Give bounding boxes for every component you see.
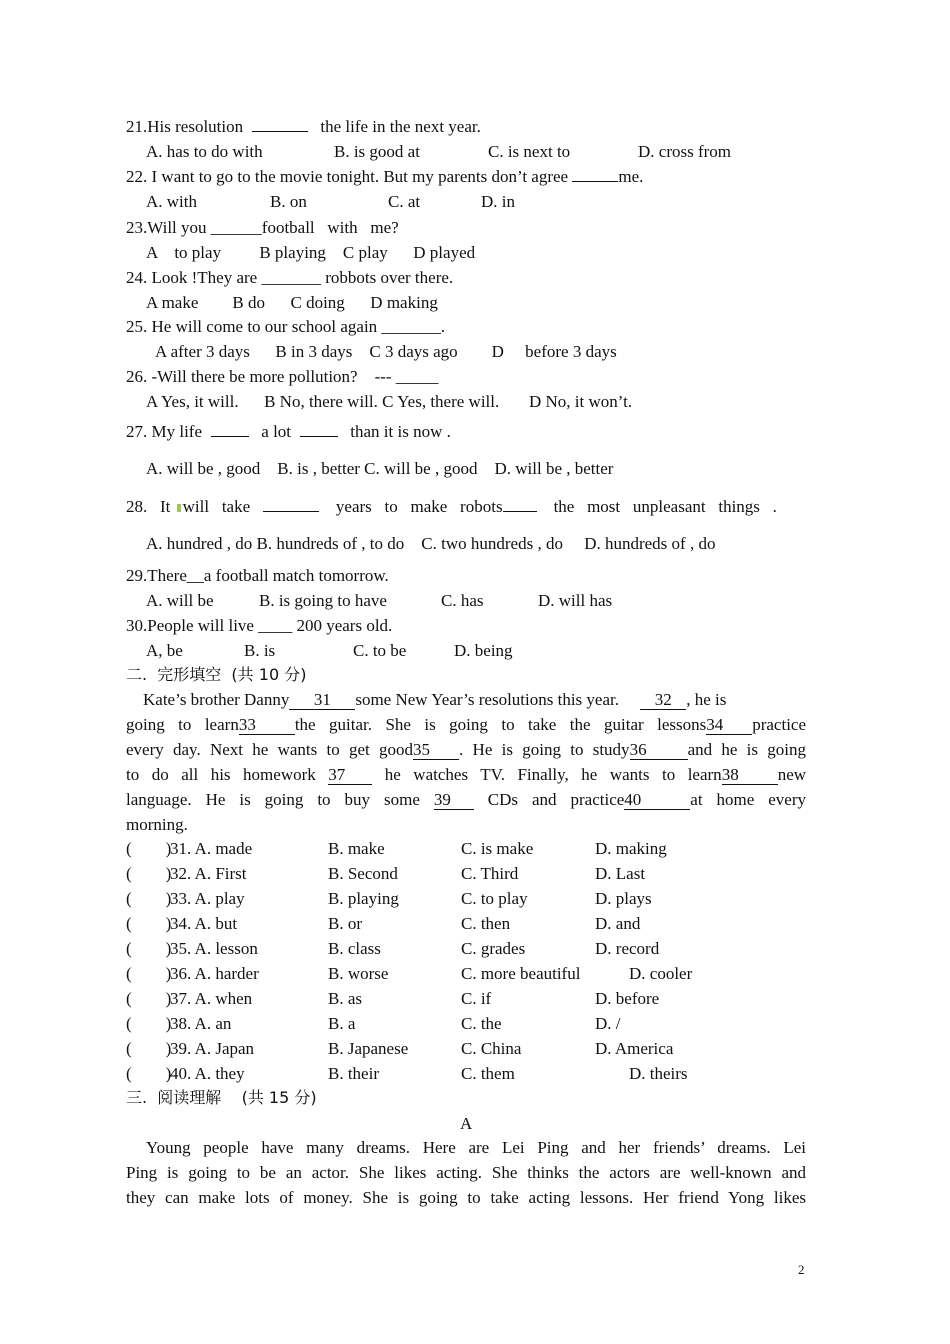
q27-text-mid: a lot bbox=[261, 422, 292, 441]
cloze-option-num: 35. A. lesson bbox=[170, 939, 258, 958]
q28-text-end: the most unpleasant things . bbox=[553, 497, 777, 516]
cloze-option-num: 38. A. an bbox=[170, 1014, 232, 1033]
cloze-option-answer-slot[interactable]: ( ) bbox=[126, 864, 172, 883]
q21-stem bbox=[126, 117, 481, 137]
passage-line-3: they can make lots of money. She is going to take acting lessons. Her friend Yong likes bbox=[126, 1188, 806, 1207]
q22-text: 22. I want to go to the movie tonight. But my parents don’t agree bbox=[126, 167, 569, 186]
cloze-option-answer-slot[interactable]: ( ) bbox=[126, 1064, 172, 1083]
cloze-option-answer-slot[interactable]: ( ) bbox=[126, 1039, 172, 1058]
cloze-text: to do all his homework bbox=[126, 765, 316, 784]
cloze-option-num: 39. A. Japan bbox=[170, 1039, 255, 1058]
page-number: 2 bbox=[798, 1262, 805, 1277]
q22-option-c: C. at bbox=[388, 192, 421, 211]
cloze-line-3 bbox=[126, 740, 806, 760]
cloze-option-d: D. cooler bbox=[629, 964, 693, 983]
cloze-option-b: B. a bbox=[328, 1014, 356, 1033]
answer-blank bbox=[503, 511, 537, 512]
q30-option-c: C. to be bbox=[353, 641, 407, 660]
q28-stem bbox=[126, 497, 777, 517]
q22-option-b: B. on bbox=[270, 192, 307, 211]
cloze-text: going to learn bbox=[126, 715, 239, 734]
q27-options: A. will be , good B. is , better C. will be , good D. will be , better bbox=[146, 459, 614, 478]
cloze-line-4 bbox=[126, 765, 806, 785]
q26-stem: 26. -Will there be more pollution? --- _____ bbox=[126, 367, 439, 386]
edit-marker-icon bbox=[177, 504, 181, 512]
cloze-option-b: B. Japanese bbox=[328, 1039, 409, 1058]
q29-option-c: C. has bbox=[441, 591, 484, 610]
blank-34: 34 bbox=[706, 716, 752, 735]
cloze-option-d: D. record bbox=[595, 939, 660, 958]
cloze-option-b: B. playing bbox=[328, 889, 399, 908]
answer-blank bbox=[252, 131, 308, 132]
cloze-line-6: morning. bbox=[126, 815, 188, 834]
cloze-option-d: D. America bbox=[595, 1039, 674, 1058]
blank-40: 40 bbox=[624, 791, 690, 810]
cloze-option-answer-slot[interactable]: ( ) bbox=[126, 989, 172, 1008]
q25-stem: 25. He will come to our school again _______. bbox=[126, 317, 446, 336]
cloze-option-c: C. is make bbox=[461, 839, 534, 858]
answer-blank bbox=[211, 436, 249, 437]
q22-stem bbox=[126, 167, 643, 187]
cloze-option-b: B. or bbox=[328, 914, 362, 933]
cloze-option-num: 34. A. but bbox=[170, 914, 238, 933]
cloze-option-d: D. making bbox=[595, 839, 667, 858]
blank-31: 31 bbox=[289, 691, 355, 710]
cloze-option-b: B. as bbox=[328, 989, 362, 1008]
cloze-text: the guitar. She is going to take the guitar lessons bbox=[294, 715, 707, 734]
cloze-text: CDs and practice bbox=[487, 790, 625, 809]
answer-blank bbox=[572, 181, 618, 182]
q24-stem: 24. Look !They are _______ robbots over there. bbox=[126, 268, 454, 287]
cloze-line-1 bbox=[126, 690, 806, 710]
cloze-option-d: D. before bbox=[595, 989, 660, 1008]
cloze-option-num: 33. A. play bbox=[170, 889, 245, 908]
cloze-option-c: C. to play bbox=[461, 889, 528, 908]
q28-options: A. hundred , do B. hundreds of , to do C. two hundreds , do D. hundreds of , do bbox=[146, 534, 716, 553]
cloze-option-answer-slot[interactable]: ( ) bbox=[126, 889, 172, 908]
cloze-option-c: C. if bbox=[461, 989, 492, 1008]
passage-line-1: Young people have many dreams. Here are Lei Ping and her friends’ dreams. Lei bbox=[146, 1138, 806, 1157]
cloze-option-d: D. plays bbox=[595, 889, 652, 908]
q22-option-d: D. in bbox=[481, 192, 515, 211]
q22-option-a: A. with bbox=[146, 192, 197, 211]
q21-option-a: A. has to do with bbox=[146, 142, 263, 161]
section2-heading: 二. 完形填空 (共 10 分) bbox=[126, 665, 307, 684]
cloze-option-d: D. / bbox=[595, 1014, 621, 1033]
cloze-option-b: B. Second bbox=[328, 864, 398, 883]
cloze-option-num: 32. A. First bbox=[170, 864, 247, 883]
answer-blank bbox=[300, 436, 338, 437]
q30-option-a: A, be bbox=[146, 641, 183, 660]
q22-text-end: me. bbox=[618, 167, 644, 186]
q21-text-end: the life in the next year. bbox=[320, 117, 481, 136]
q26-options: A Yes, it will. B No, there will. C Yes, there will. D No, it won’t. bbox=[146, 392, 633, 411]
q28-text-mid1: will take bbox=[182, 497, 251, 516]
q21-text: 21.His resolution bbox=[126, 117, 244, 136]
cloze-option-answer-slot[interactable]: ( ) bbox=[126, 964, 172, 983]
q27-stem bbox=[126, 422, 451, 442]
blank-33: 33 bbox=[239, 716, 295, 735]
cloze-option-d: D. theirs bbox=[629, 1064, 688, 1083]
cloze-text: new bbox=[777, 765, 807, 784]
cloze-option-d: D. Last bbox=[595, 864, 646, 883]
q30-stem: 30.People will live ____ 200 years old. bbox=[126, 616, 393, 635]
cloze-option-num: 40. A. they bbox=[170, 1064, 245, 1083]
cloze-text: . He is going to study bbox=[459, 740, 630, 759]
cloze-text: language. He is going to buy some bbox=[126, 790, 420, 809]
cloze-text: , he is bbox=[686, 690, 727, 709]
cloze-option-c: C. Third bbox=[461, 864, 519, 883]
cloze-option-answer-slot[interactable]: ( ) bbox=[126, 914, 172, 933]
cloze-option-d: D. and bbox=[595, 914, 641, 933]
cloze-option-num: 36. A. harder bbox=[170, 964, 259, 983]
q28-text: 28. It bbox=[126, 497, 171, 516]
section3-heading: 三. 阅读理解 (共 15 分) bbox=[126, 1088, 317, 1107]
blank-36: 36 bbox=[630, 741, 688, 760]
cloze-option-answer-slot[interactable]: ( ) bbox=[126, 839, 172, 858]
q29-stem: 29.There__a football match tomorrow. bbox=[126, 566, 389, 585]
q24-options: A make B do C doing D making bbox=[146, 293, 438, 312]
q29-option-d: D. will has bbox=[538, 591, 613, 610]
q23-stem: 23.Will you ______football with me? bbox=[126, 218, 399, 237]
q25-options: A after 3 days B in 3 days C 3 days ago D before 3 days bbox=[155, 342, 617, 361]
cloze-option-answer-slot[interactable]: ( ) bbox=[126, 939, 172, 958]
cloze-option-c: C. grades bbox=[461, 939, 526, 958]
passage-line-2: Ping is going to be an actor. She likes acting. She thinks the actors are well-known and bbox=[126, 1163, 806, 1182]
q30-option-d: D. being bbox=[454, 641, 513, 660]
q29-option-a: A. will be bbox=[146, 591, 214, 610]
cloze-text: at home every bbox=[690, 790, 807, 809]
passage-label: A bbox=[460, 1114, 473, 1133]
q27-text-end: than it is now . bbox=[350, 422, 451, 441]
cloze-text: Kate’s brother Danny bbox=[143, 690, 290, 709]
q28-text-mid2: years to make robots bbox=[335, 497, 503, 516]
q21-option-b: B. is good at bbox=[334, 142, 420, 161]
cloze-text: he watches TV. Finally, he wants to learn bbox=[384, 765, 722, 784]
cloze-option-b: B. worse bbox=[328, 964, 389, 983]
q23-options: A to play B playing C play D played bbox=[146, 243, 476, 262]
cloze-option-c: C. China bbox=[461, 1039, 522, 1058]
cloze-option-c: C. them bbox=[461, 1064, 515, 1083]
cloze-line-2 bbox=[126, 715, 806, 735]
q27-text: 27. My life bbox=[126, 422, 203, 441]
cloze-option-num: 37. A. when bbox=[170, 989, 253, 1008]
blank-39: 39 bbox=[434, 791, 474, 810]
cloze-option-c: C. more beautiful bbox=[461, 964, 581, 983]
cloze-option-b: B. class bbox=[328, 939, 381, 958]
cloze-option-b: B. their bbox=[328, 1064, 379, 1083]
cloze-line-5 bbox=[126, 790, 806, 810]
cloze-text: practice bbox=[752, 715, 807, 734]
blank-35: 35 bbox=[413, 741, 459, 760]
cloze-option-b: B. make bbox=[328, 839, 385, 858]
q21-option-c: C. is next to bbox=[488, 142, 571, 161]
blank-38: 38 bbox=[722, 766, 778, 785]
blank-32: 32 bbox=[640, 691, 686, 710]
cloze-text: some New Year’s resolutions this year. bbox=[355, 690, 619, 709]
q29-option-b: B. is going to have bbox=[259, 591, 387, 610]
cloze-option-c: C. the bbox=[461, 1014, 502, 1033]
q21-option-d: D. cross from bbox=[638, 142, 732, 161]
cloze-option-num: 31. A. made bbox=[170, 839, 253, 858]
q30-option-b: B. is bbox=[244, 641, 276, 660]
blank-37: 37 bbox=[328, 766, 372, 785]
cloze-text: every day. Next he wants to get good bbox=[126, 740, 414, 759]
cloze-text: and he is going bbox=[687, 740, 807, 759]
cloze-option-answer-slot[interactable]: ( ) bbox=[126, 1014, 172, 1033]
cloze-option-c: C. then bbox=[461, 914, 511, 933]
answer-blank bbox=[263, 511, 319, 512]
